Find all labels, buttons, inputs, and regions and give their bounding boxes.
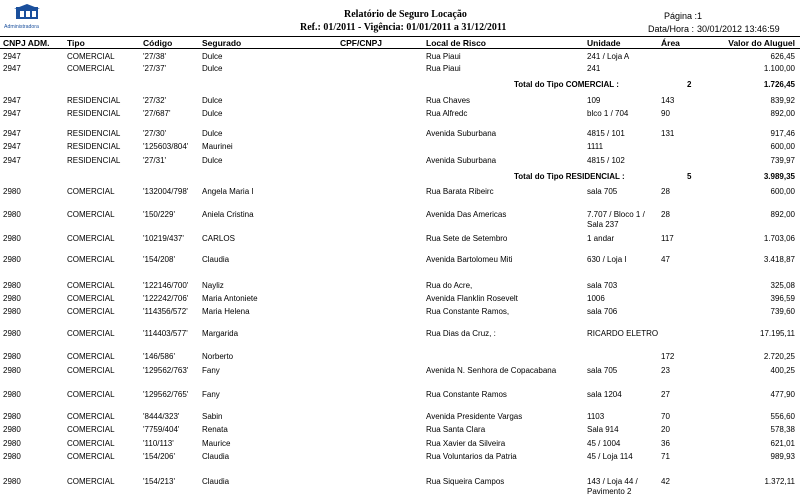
cell-cnpj: 2980 — [3, 425, 21, 434]
cell-unidade: 4815 / 102 — [587, 156, 625, 165]
cell-codigo: '154/213' — [143, 477, 175, 486]
cell-cnpj: 2980 — [3, 307, 21, 316]
cell-local-risco: Rua Piaui — [426, 52, 461, 61]
cell-segurado: Dulce — [202, 52, 223, 61]
col-tipo: Tipo — [67, 38, 85, 48]
cell-local-risco: Rua Voluntarios da Patria — [426, 452, 517, 461]
cell-valor: 989,93 — [770, 452, 795, 461]
cell-tipo: COMERCIAL — [67, 425, 115, 434]
col-area: Área — [661, 38, 680, 48]
cell-cnpj: 2980 — [3, 329, 21, 338]
col-unidade: Unidade — [587, 38, 621, 48]
cell-segurado: Dulce — [202, 96, 223, 105]
cell-codigo: '125603/804' — [143, 142, 189, 151]
cell-segurado: Maria Antoniete — [202, 294, 258, 303]
cell-segurado: Dulce — [202, 156, 223, 165]
cell-tipo: COMERCIAL — [67, 255, 115, 264]
cell-cnpj: 2980 — [3, 366, 21, 375]
cell-valor: 600,00 — [770, 187, 795, 196]
cell-valor: 325,08 — [770, 281, 795, 290]
cell-local-risco: Avenida Flanklin Rosevelt — [426, 294, 518, 303]
cell-tipo: COMERCIAL — [67, 412, 115, 421]
cell-valor: 892,00 — [770, 109, 795, 118]
cell-tipo: COMERCIAL — [67, 64, 115, 73]
cell-cnpj: 2980 — [3, 187, 21, 196]
cell-tipo: COMERCIAL — [67, 452, 115, 461]
cell-area: 28 — [661, 187, 670, 196]
cell-unidade: 630 / Loja I — [587, 255, 627, 264]
cell-unidade: sala 703 — [587, 281, 618, 290]
cell-tipo: RESIDENCIAL — [67, 109, 121, 118]
cell-valor: 578,38 — [770, 425, 795, 434]
cell-local-risco: Rua Dias da Cruz, : — [426, 329, 496, 338]
page-number: 1 — [697, 11, 703, 21]
cell-codigo: '129562/763' — [143, 366, 189, 375]
cell-local-risco: Rua Constante Ramos, — [426, 307, 510, 316]
col-local-risco: Local de Risco — [426, 38, 486, 48]
cell-cnpj: 2947 — [3, 64, 21, 73]
cell-codigo: '114356/572' — [143, 307, 188, 316]
cell-codigo: '27/30' — [143, 129, 167, 138]
cell-valor: 17.195,11 — [760, 329, 795, 338]
cell-valor: 739,60 — [770, 307, 795, 316]
col-codigo: Código — [143, 38, 173, 48]
cell-area: 36 — [661, 439, 670, 448]
cell-tipo: COMERCIAL — [67, 52, 115, 61]
cell-area: 47 — [661, 255, 670, 264]
cell-segurado: Dulce — [202, 109, 223, 118]
cell-unidade: sala 1204 — [587, 390, 622, 399]
cell-unidade: 143 / Loja 44 / — [587, 477, 638, 486]
cell-tipo: COMERCIAL — [67, 477, 115, 486]
company-logo — [4, 4, 56, 34]
cell-valor: 400,25 — [770, 366, 795, 375]
cell-codigo: '7759/404' — [143, 425, 180, 434]
cell-tipo: COMERCIAL — [67, 307, 115, 316]
cell-segurado: Dulce — [202, 129, 223, 138]
cell-unidade: 4815 / 101 — [587, 129, 625, 138]
cell-cnpj: 2947 — [3, 142, 21, 151]
cell-area: 27 — [661, 390, 670, 399]
cell-tipo: COMERCIAL — [67, 281, 115, 290]
cell-cnpj: 2947 — [3, 156, 21, 165]
datetime-value: 30/01/2012 13:46:59 — [697, 24, 780, 34]
cell-area: 71 — [661, 452, 670, 461]
cell-segurado: Fany — [202, 366, 220, 375]
cell-segurado: Dulce — [202, 64, 223, 73]
cell-local-risco: Rua Alfredc — [426, 109, 468, 118]
page-label: Página : — [664, 11, 698, 21]
cell-unidade: Sala 914 — [587, 425, 619, 434]
cell-unidade: 1103 — [587, 412, 605, 421]
cell-tipo: RESIDENCIAL — [67, 156, 121, 165]
cell-valor: 621,01 — [770, 439, 795, 448]
cell-segurado: Norberto — [202, 352, 234, 361]
cell-codigo: '27/38' — [143, 52, 167, 61]
report-subtitle: Ref.: 01/2011 - Vigência: 01/01/2011 a 31/12/2011 — [300, 22, 507, 33]
cell-area: 90 — [661, 109, 670, 118]
cell-segurado: Margarida — [202, 329, 239, 338]
cell-cnpj: 2980 — [3, 294, 21, 303]
cell-unidade: 45 / 1004 — [587, 439, 621, 448]
cell-area: 23 — [661, 366, 670, 375]
cell-unidade: 241 — [587, 64, 601, 73]
cell-local-risco: Rua do Acre, — [426, 281, 473, 290]
cell-local-risco: Avenida Suburbana — [426, 129, 497, 138]
cell-valor: 600,00 — [770, 142, 795, 151]
cell-local-risco: Rua Chaves — [426, 96, 471, 105]
cell-unidade: 1111 — [587, 142, 604, 151]
cell-segurado: Claudia — [202, 477, 230, 486]
cell-segurado: Renata — [202, 425, 228, 434]
cell-unidade-line2: Sala 237 — [587, 220, 619, 229]
cell-valor: 892,00 — [770, 210, 795, 219]
cell-codigo: '10219/437' — [143, 234, 184, 243]
cell-unidade: 1 andar — [587, 234, 615, 243]
datetime-label: Data/Hora : — [648, 24, 695, 34]
cell-cnpj: 2947 — [3, 109, 21, 118]
cell-area: 28 — [661, 210, 670, 219]
cell-area: 131 — [661, 129, 675, 138]
subtotal-label: Total do Tipo COMERCIAL : — [514, 80, 619, 89]
cell-unidade: RICARDO ELETRO — [587, 329, 659, 338]
cell-tipo: COMERCIAL — [67, 294, 115, 303]
cell-segurado: Nayliz — [202, 281, 224, 290]
cell-valor: 396,59 — [770, 294, 795, 303]
cell-valor: 477,90 — [770, 390, 795, 399]
header-rule-bottom — [0, 48, 800, 49]
cell-unidade: 7.707 / Bloco 1 / — [587, 210, 645, 219]
cell-cnpj: 2947 — [3, 96, 21, 105]
subtotal-value: 3.989,35 — [763, 172, 795, 181]
cell-tipo: RESIDENCIAL — [67, 96, 121, 105]
cell-local-risco: Rua Sete de Setembro — [426, 234, 508, 243]
col-cpf-cnpj: CPF/CNPJ — [340, 38, 383, 48]
cell-cnpj: 2980 — [3, 234, 21, 243]
col-segurado: Segurado — [202, 38, 242, 48]
cell-codigo: '154/206' — [143, 452, 175, 461]
cell-segurado: Claudia — [202, 255, 230, 264]
cell-codigo: '27/31' — [143, 156, 167, 165]
cell-tipo: COMERCIAL — [67, 329, 115, 338]
cell-codigo: '122242/706' — [143, 294, 189, 303]
cell-unidade: sala 706 — [587, 307, 618, 316]
cell-segurado: Claudia — [202, 452, 230, 461]
cell-segurado: Sabin — [202, 412, 223, 421]
col-valor: Valor do Aluguel — [728, 38, 795, 48]
cell-local-risco: Rua Siqueira Campos — [426, 477, 505, 486]
cell-cnpj: 2947 — [3, 52, 21, 61]
cell-valor: 1.372,11 — [764, 477, 795, 486]
cell-tipo: COMERCIAL — [67, 352, 115, 361]
subtotal-count: 5 — [687, 172, 692, 181]
cell-cnpj: 2980 — [3, 439, 21, 448]
cell-valor: 739,97 — [770, 156, 795, 165]
cell-local-risco: Avenida Bartolomeu Miti — [426, 255, 513, 264]
cell-cnpj: 2980 — [3, 255, 21, 264]
cell-valor: 1.100,00 — [763, 64, 795, 73]
cell-valor: 917,46 — [770, 129, 795, 138]
cell-local-risco: Avenida N. Senhora de Copacabana — [426, 366, 557, 375]
cell-segurado: Aniela Cristina — [202, 210, 254, 219]
cell-unidade: sala 705 — [587, 366, 618, 375]
cell-segurado: Maurinei — [202, 142, 233, 151]
cell-valor: 839,92 — [770, 96, 795, 105]
cell-codigo: '132004/798' — [143, 187, 189, 196]
cell-area: 172 — [661, 352, 675, 361]
cell-codigo: '129562/765' — [143, 390, 189, 399]
cell-local-risco: Rua Constante Ramos — [426, 390, 507, 399]
cell-segurado: Fany — [202, 390, 220, 399]
cell-local-risco: Avenida Suburbana — [426, 156, 497, 165]
cell-tipo: RESIDENCIAL — [67, 142, 121, 151]
cell-cnpj: 2980 — [3, 452, 21, 461]
cell-area: 143 — [661, 96, 675, 105]
cell-tipo: RESIDENCIAL — [67, 129, 121, 138]
header-rule-top — [0, 36, 800, 37]
report-title: Relatório de Seguro Locação — [344, 9, 467, 20]
cell-cnpj: 2980 — [3, 477, 21, 486]
cell-unidade: blco 1 / 704 — [587, 109, 629, 118]
cell-cnpj: 2980 — [3, 352, 21, 361]
cell-unidade: 45 / Loja 114 — [587, 452, 633, 461]
cell-valor: 1.703,06 — [763, 234, 795, 243]
cell-cnpj: 2980 — [3, 210, 21, 219]
cell-local-risco: Avenida Presidente Vargas — [426, 412, 523, 421]
cell-tipo: COMERCIAL — [67, 390, 115, 399]
subtotal-value: 1.726,45 — [763, 80, 795, 89]
cell-valor: 626,45 — [770, 52, 795, 61]
cell-cnpj: 2980 — [3, 390, 21, 399]
cell-unidade: 241 / Loja A — [587, 52, 630, 61]
cell-codigo: '8444/323' — [143, 412, 180, 421]
cell-segurado: Angela Maria I — [202, 187, 254, 196]
cell-tipo: COMERCIAL — [67, 187, 115, 196]
cell-local-risco: Rua Santa Clara — [426, 425, 486, 434]
cell-unidade: 1006 — [587, 294, 605, 303]
cell-area: 70 — [661, 412, 670, 421]
cell-cnpj: 2980 — [3, 281, 21, 290]
cell-segurado: Maria Helena — [202, 307, 250, 316]
cell-tipo: COMERCIAL — [67, 366, 115, 375]
cell-local-risco: Rua Barata Ribeirc — [426, 187, 494, 196]
cell-cnpj: 2947 — [3, 129, 21, 138]
logo-text: Administradora — [4, 24, 39, 30]
cell-area: 42 — [661, 477, 670, 486]
cell-tipo: COMERCIAL — [67, 234, 115, 243]
cell-local-risco: Rua Xavier da Silveira — [426, 439, 506, 448]
cell-local-risco: Rua Piaui — [426, 64, 461, 73]
cell-cnpj: 2980 — [3, 412, 21, 421]
cell-codigo: '114403/577' — [143, 329, 188, 338]
cell-codigo: '110/113' — [143, 439, 174, 448]
cell-codigo: '150/229' — [143, 210, 175, 219]
cell-segurado: Maurice — [202, 439, 231, 448]
cell-valor: 2.720,25 — [763, 352, 795, 361]
cell-segurado: CARLOS — [202, 234, 235, 243]
cell-codigo: '27/687' — [143, 109, 171, 118]
cell-area: 117 — [661, 234, 674, 243]
cell-codigo: '122146/700' — [143, 281, 189, 290]
cell-unidade-line2: Pavimento 2 — [587, 487, 632, 496]
cell-codigo: '27/37' — [143, 64, 167, 73]
cell-unidade: 109 — [587, 96, 601, 105]
subtotal-label: Total do Tipo RESIDENCIAL : — [514, 172, 625, 181]
cell-codigo: '154/208' — [143, 255, 175, 264]
cell-codigo: '146/586' — [143, 352, 175, 361]
col-cnpj: CNPJ ADM. — [3, 38, 50, 48]
cell-local-risco: Avenida Das Americas — [426, 210, 507, 219]
cell-valor: 556,60 — [770, 412, 795, 421]
cell-codigo: '27/32' — [143, 96, 167, 105]
subtotal-count: 2 — [687, 80, 692, 89]
cell-tipo: COMERCIAL — [67, 439, 115, 448]
cell-unidade: sala 705 — [587, 187, 618, 196]
cell-area: 20 — [661, 425, 670, 434]
cell-valor: 3.418,87 — [763, 255, 795, 264]
cell-tipo: COMERCIAL — [67, 210, 115, 219]
